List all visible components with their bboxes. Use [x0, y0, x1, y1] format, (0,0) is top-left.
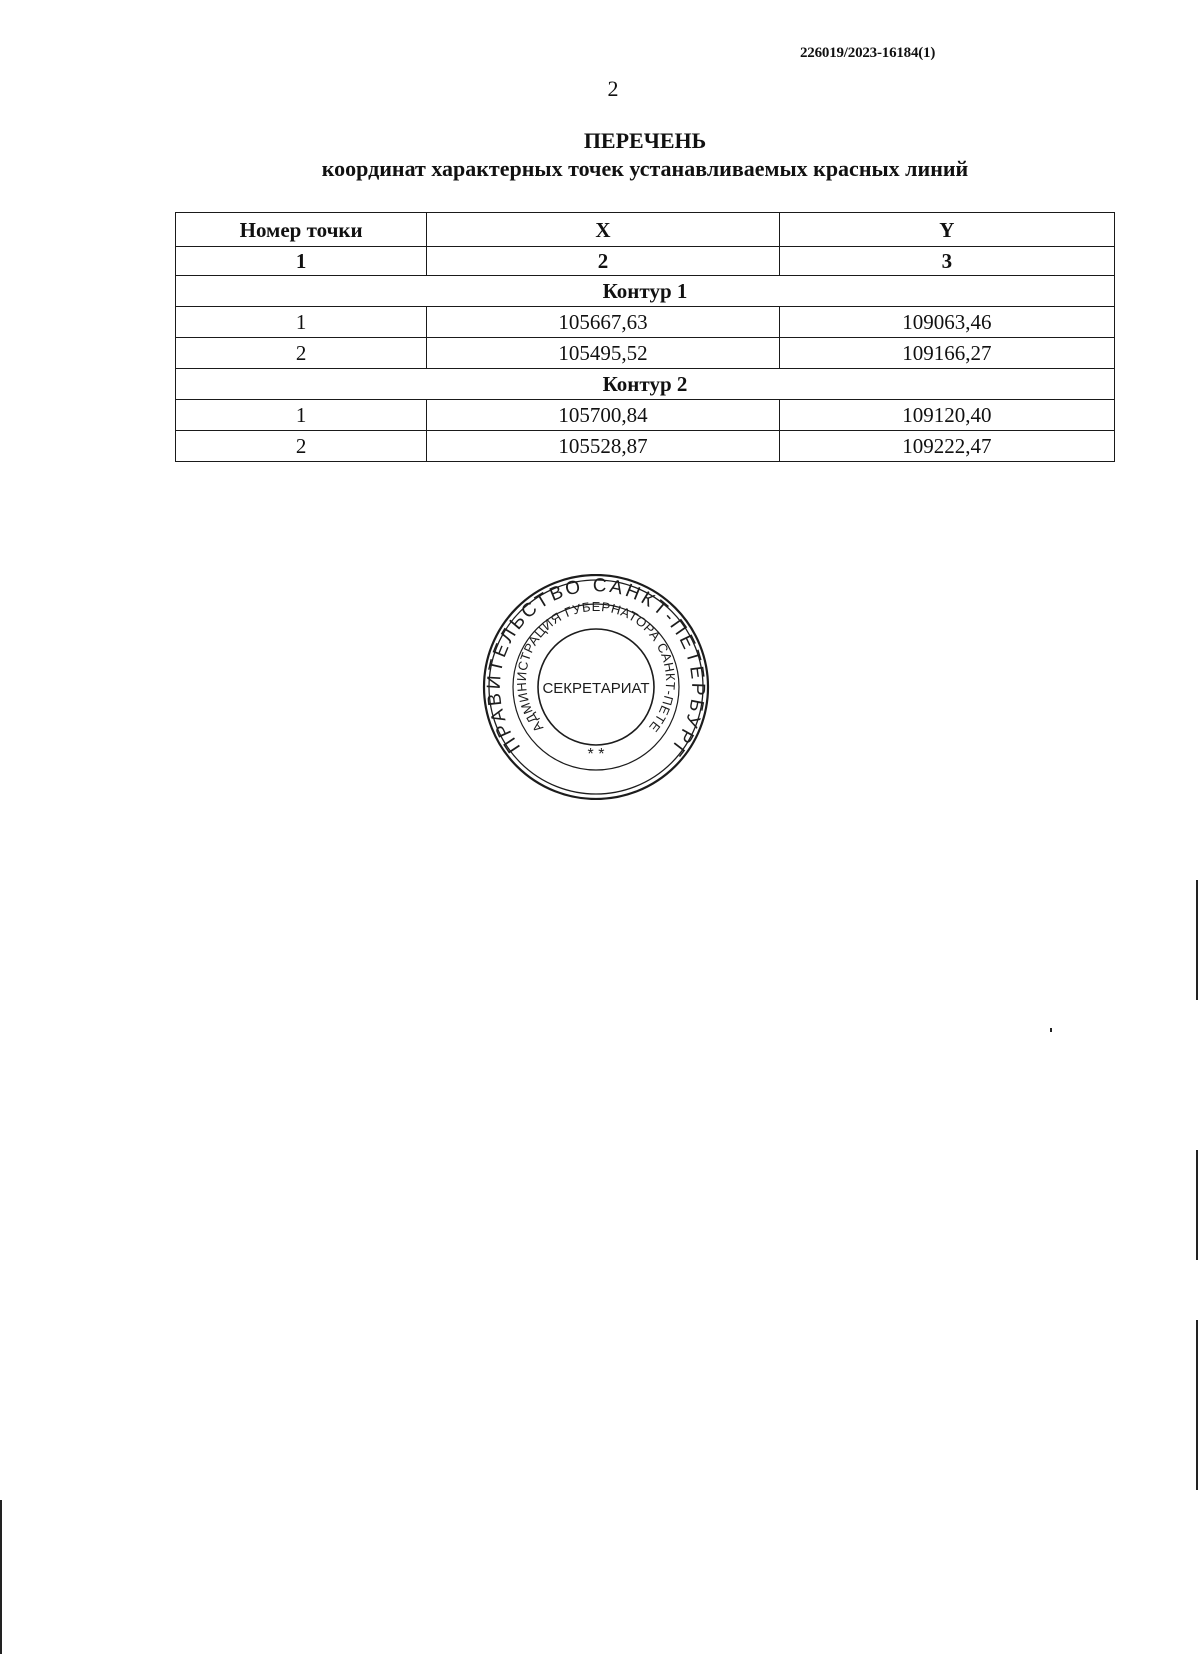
seal-inner-text: АДМИНИСТРАЦИЯ ГУБЕРНАТОРА САНКТ-ПЕТЕ: [513, 598, 679, 736]
point-number-cell: 2: [176, 431, 427, 462]
seal-stars: * *: [587, 746, 605, 763]
y-coordinate-cell: 109166,27: [779, 338, 1114, 369]
header-point-number: Номер точки: [176, 213, 427, 247]
seal-graphic: [480, 574, 712, 800]
seal-center-text: СЕКРЕТАРИАТ: [542, 680, 650, 697]
y-coordinate-cell: 109120,40: [779, 400, 1114, 431]
title-main: ПЕРЕЧЕНЬ: [583, 128, 707, 153]
seal-outer-text: ПРАВИТЕЛЬСТВО САНКТ-ПЕТЕРБУРГ: [483, 574, 709, 761]
table-row: [176, 400, 1115, 431]
table-header-row: [176, 213, 1115, 247]
contour-header-row: [176, 276, 1115, 307]
coordinates-table: [175, 212, 1115, 462]
point-number-cell: 2: [176, 338, 427, 369]
column-number: 2: [427, 247, 779, 276]
document-registration-number: 226019/2023-16184(1): [800, 45, 936, 61]
contour-label: Контур 1: [176, 276, 1115, 307]
scan-speck: [1050, 1028, 1052, 1032]
y-coordinate-cell: 109222,47: [779, 431, 1114, 462]
contour-label: Контур 2: [176, 369, 1115, 400]
point-number-cell: 1: [176, 400, 427, 431]
scan-edge-mark: [1196, 880, 1198, 1000]
official-seal-stamp: [480, 574, 712, 800]
table-row: [176, 431, 1115, 462]
column-number: 1: [176, 247, 427, 276]
x-coordinate-cell: 105700,84: [427, 400, 779, 431]
x-coordinate-cell: 105495,52: [427, 338, 779, 369]
point-number-cell: 1: [176, 307, 427, 338]
contour-header-row: [176, 369, 1115, 400]
document-title: [245, 127, 1045, 183]
header-x: X: [427, 213, 779, 247]
scan-edge-mark: [0, 1500, 2, 1654]
page-number: 2: [607, 76, 619, 101]
table-row: [176, 307, 1115, 338]
column-number: 3: [779, 247, 1114, 276]
x-coordinate-cell: 105667,63: [427, 307, 779, 338]
header-y: Y: [779, 213, 1114, 247]
scan-edge-mark: [1196, 1320, 1198, 1490]
title-subtitle: координат характерных точек устанавливаемых красных линий: [321, 156, 969, 181]
scan-edge-mark: [1196, 1150, 1198, 1260]
y-coordinate-cell: 109063,46: [779, 307, 1114, 338]
x-coordinate-cell: 105528,87: [427, 431, 779, 462]
column-number-row: [176, 247, 1115, 276]
table-row: [176, 338, 1115, 369]
